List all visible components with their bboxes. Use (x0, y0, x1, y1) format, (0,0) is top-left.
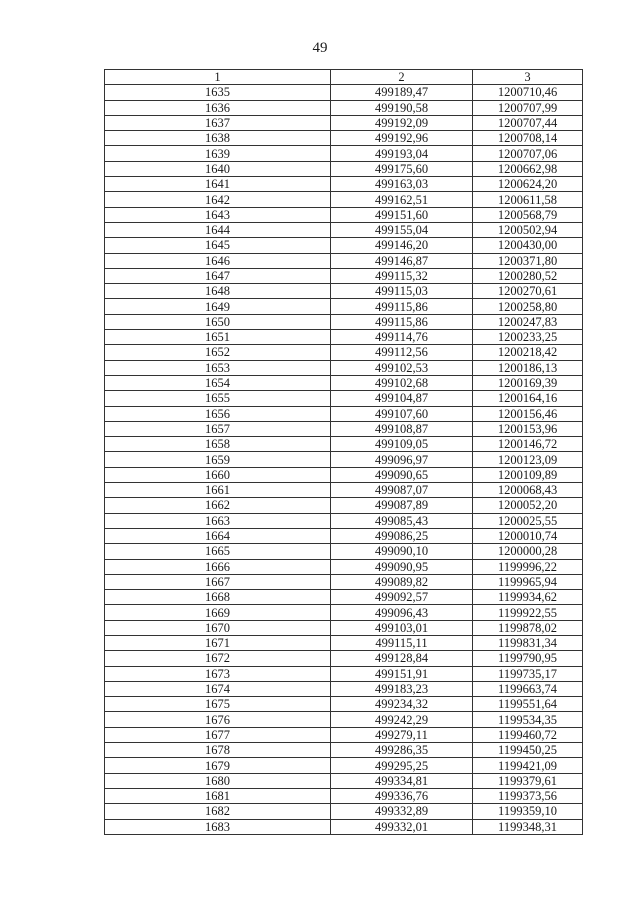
x-coordinate-cell: 499332,89 (331, 804, 473, 819)
coordinates-table (104, 69, 583, 835)
table-row (105, 788, 583, 803)
point-number-cell: 1678 (105, 743, 331, 758)
x-coordinate-cell: 499279,11 (331, 727, 473, 742)
table-row (105, 330, 583, 345)
y-coordinate-cell: 1199348,31 (473, 819, 583, 834)
y-coordinate-cell: 1199551,64 (473, 697, 583, 712)
point-number-cell: 1639 (105, 146, 331, 161)
point-number-cell: 1680 (105, 773, 331, 788)
point-number-cell: 1649 (105, 299, 331, 314)
x-coordinate-cell: 499108,87 (331, 421, 473, 436)
y-coordinate-cell: 1200371,80 (473, 253, 583, 268)
y-coordinate-cell: 1200624,20 (473, 177, 583, 192)
point-number-cell: 1654 (105, 375, 331, 390)
x-coordinate-cell: 499102,68 (331, 375, 473, 390)
table-row (105, 268, 583, 283)
point-number-cell: 1641 (105, 177, 331, 192)
y-coordinate-cell: 1199379,61 (473, 773, 583, 788)
table-row (105, 192, 583, 207)
x-coordinate-cell: 499334,81 (331, 773, 473, 788)
header-col-2: 2 (331, 70, 473, 85)
point-number-cell: 1646 (105, 253, 331, 268)
point-number-cell: 1669 (105, 605, 331, 620)
table-row (105, 758, 583, 773)
x-coordinate-cell: 499104,87 (331, 391, 473, 406)
table-row (105, 345, 583, 360)
point-number-cell: 1672 (105, 651, 331, 666)
point-number-cell: 1665 (105, 544, 331, 559)
y-coordinate-cell: 1200000,28 (473, 544, 583, 559)
y-coordinate-cell: 1199534,35 (473, 712, 583, 727)
y-coordinate-cell: 1200153,96 (473, 421, 583, 436)
y-coordinate-cell: 1199922,55 (473, 605, 583, 620)
x-coordinate-cell: 499089,82 (331, 574, 473, 589)
x-coordinate-cell: 499332,01 (331, 819, 473, 834)
y-coordinate-cell: 1200568,79 (473, 207, 583, 222)
table-row (105, 284, 583, 299)
y-coordinate-cell: 1199831,34 (473, 635, 583, 650)
table-row (105, 681, 583, 696)
y-coordinate-cell: 1200068,43 (473, 483, 583, 498)
y-coordinate-cell: 1199965,94 (473, 574, 583, 589)
table-row (105, 666, 583, 681)
x-coordinate-cell: 499151,60 (331, 207, 473, 222)
table-row (105, 131, 583, 146)
x-coordinate-cell: 499162,51 (331, 192, 473, 207)
table-header-row (105, 70, 583, 85)
table-row (105, 314, 583, 329)
y-coordinate-cell: 1200186,13 (473, 360, 583, 375)
point-number-cell: 1658 (105, 437, 331, 452)
point-number-cell: 1668 (105, 590, 331, 605)
x-coordinate-cell: 499112,56 (331, 345, 473, 360)
table-row (105, 253, 583, 268)
point-number-cell: 1655 (105, 391, 331, 406)
y-coordinate-cell: 1199373,56 (473, 788, 583, 803)
table-row (105, 559, 583, 574)
table-row (105, 528, 583, 543)
x-coordinate-cell: 499192,96 (331, 131, 473, 146)
point-number-cell: 1645 (105, 238, 331, 253)
x-coordinate-cell: 499163,03 (331, 177, 473, 192)
table-row (105, 100, 583, 115)
y-coordinate-cell: 1200109,89 (473, 467, 583, 482)
table-row (105, 574, 583, 589)
y-coordinate-cell: 1200710,46 (473, 85, 583, 100)
x-coordinate-cell: 499092,57 (331, 590, 473, 605)
y-coordinate-cell: 1199996,22 (473, 559, 583, 574)
point-number-cell: 1682 (105, 804, 331, 819)
y-coordinate-cell: 1200123,09 (473, 452, 583, 467)
header-col-1: 1 (105, 70, 331, 85)
x-coordinate-cell: 499242,29 (331, 712, 473, 727)
y-coordinate-cell: 1200164,16 (473, 391, 583, 406)
point-number-cell: 1674 (105, 681, 331, 696)
point-number-cell: 1677 (105, 727, 331, 742)
x-coordinate-cell: 499295,25 (331, 758, 473, 773)
y-coordinate-cell: 1200270,61 (473, 284, 583, 299)
x-coordinate-cell: 499115,86 (331, 299, 473, 314)
point-number-cell: 1673 (105, 666, 331, 681)
point-number-cell: 1659 (105, 452, 331, 467)
point-number-cell: 1656 (105, 406, 331, 421)
x-coordinate-cell: 499115,03 (331, 284, 473, 299)
y-coordinate-cell: 1199790,95 (473, 651, 583, 666)
y-coordinate-cell: 1199934,62 (473, 590, 583, 605)
x-coordinate-cell: 499109,05 (331, 437, 473, 452)
point-number-cell: 1652 (105, 345, 331, 360)
point-number-cell: 1683 (105, 819, 331, 834)
table-row (105, 452, 583, 467)
point-number-cell: 1662 (105, 498, 331, 513)
point-number-cell: 1681 (105, 788, 331, 803)
table-row (105, 299, 583, 314)
point-number-cell: 1635 (105, 85, 331, 100)
y-coordinate-cell: 1200502,94 (473, 222, 583, 237)
point-number-cell: 1640 (105, 161, 331, 176)
table-row (105, 712, 583, 727)
y-coordinate-cell: 1199421,09 (473, 758, 583, 773)
y-coordinate-cell: 1199663,74 (473, 681, 583, 696)
x-coordinate-cell: 499115,32 (331, 268, 473, 283)
y-coordinate-cell: 1200707,06 (473, 146, 583, 161)
point-number-cell: 1664 (105, 528, 331, 543)
point-number-cell: 1643 (105, 207, 331, 222)
point-number-cell: 1663 (105, 513, 331, 528)
point-number-cell: 1644 (105, 222, 331, 237)
point-number-cell: 1670 (105, 620, 331, 635)
table-row (105, 513, 583, 528)
x-coordinate-cell: 499114,76 (331, 330, 473, 345)
y-coordinate-cell: 1200052,20 (473, 498, 583, 513)
x-coordinate-cell: 499086,25 (331, 528, 473, 543)
table-row (105, 467, 583, 482)
table-row (105, 697, 583, 712)
x-coordinate-cell: 499128,84 (331, 651, 473, 666)
y-coordinate-cell: 1200611,58 (473, 192, 583, 207)
y-coordinate-cell: 1200430,00 (473, 238, 583, 253)
x-coordinate-cell: 499155,04 (331, 222, 473, 237)
x-coordinate-cell: 499107,60 (331, 406, 473, 421)
y-coordinate-cell: 1200280,52 (473, 268, 583, 283)
table-row (105, 360, 583, 375)
x-coordinate-cell: 499175,60 (331, 161, 473, 176)
x-coordinate-cell: 499115,86 (331, 314, 473, 329)
y-coordinate-cell: 1200218,42 (473, 345, 583, 360)
x-coordinate-cell: 499085,43 (331, 513, 473, 528)
table-row (105, 222, 583, 237)
y-coordinate-cell: 1200707,99 (473, 100, 583, 115)
y-coordinate-cell: 1200169,39 (473, 375, 583, 390)
point-number-cell: 1661 (105, 483, 331, 498)
table-row (105, 590, 583, 605)
y-coordinate-cell: 1200146,72 (473, 437, 583, 452)
table-row (105, 161, 583, 176)
x-coordinate-cell: 499102,53 (331, 360, 473, 375)
x-coordinate-cell: 499146,87 (331, 253, 473, 268)
point-number-cell: 1650 (105, 314, 331, 329)
table-row (105, 375, 583, 390)
table-row (105, 727, 583, 742)
table-row (105, 651, 583, 666)
point-number-cell: 1675 (105, 697, 331, 712)
table-row (105, 115, 583, 130)
point-number-cell: 1637 (105, 115, 331, 130)
table-row (105, 406, 583, 421)
header-col-3: 3 (473, 70, 583, 85)
point-number-cell: 1638 (105, 131, 331, 146)
point-number-cell: 1657 (105, 421, 331, 436)
table-row (105, 605, 583, 620)
table-row (105, 391, 583, 406)
y-coordinate-cell: 1199878,02 (473, 620, 583, 635)
y-coordinate-cell: 1200233,25 (473, 330, 583, 345)
point-number-cell: 1676 (105, 712, 331, 727)
table-row (105, 544, 583, 559)
point-number-cell: 1666 (105, 559, 331, 574)
point-number-cell: 1660 (105, 467, 331, 482)
y-coordinate-cell: 1199735,17 (473, 666, 583, 681)
table-row (105, 483, 583, 498)
table-row (105, 421, 583, 436)
table-row (105, 146, 583, 161)
x-coordinate-cell: 499090,10 (331, 544, 473, 559)
point-number-cell: 1642 (105, 192, 331, 207)
table-row (105, 85, 583, 100)
x-coordinate-cell: 499193,04 (331, 146, 473, 161)
table-row (105, 498, 583, 513)
point-number-cell: 1679 (105, 758, 331, 773)
point-number-cell: 1648 (105, 284, 331, 299)
page-number: 49 (312, 40, 328, 56)
y-coordinate-cell: 1200156,46 (473, 406, 583, 421)
x-coordinate-cell: 499192,09 (331, 115, 473, 130)
y-coordinate-cell: 1199460,72 (473, 727, 583, 742)
x-coordinate-cell: 499087,07 (331, 483, 473, 498)
x-coordinate-cell: 499189,47 (331, 85, 473, 100)
point-number-cell: 1671 (105, 635, 331, 650)
point-number-cell: 1647 (105, 268, 331, 283)
x-coordinate-cell: 499096,43 (331, 605, 473, 620)
point-number-cell: 1651 (105, 330, 331, 345)
y-coordinate-cell: 1200025,55 (473, 513, 583, 528)
y-coordinate-cell: 1200708,14 (473, 131, 583, 146)
table-row (105, 177, 583, 192)
table-row (105, 207, 583, 222)
table-row (105, 437, 583, 452)
y-coordinate-cell: 1200247,83 (473, 314, 583, 329)
x-coordinate-cell: 499096,97 (331, 452, 473, 467)
table-row (105, 620, 583, 635)
table-row (105, 743, 583, 758)
table-row (105, 819, 583, 834)
table-row (105, 238, 583, 253)
x-coordinate-cell: 499183,23 (331, 681, 473, 696)
table-row (105, 804, 583, 819)
x-coordinate-cell: 499146,20 (331, 238, 473, 253)
x-coordinate-cell: 499286,35 (331, 743, 473, 758)
point-number-cell: 1653 (105, 360, 331, 375)
y-coordinate-cell: 1200707,44 (473, 115, 583, 130)
y-coordinate-cell: 1200010,74 (473, 528, 583, 543)
y-coordinate-cell: 1199450,25 (473, 743, 583, 758)
x-coordinate-cell: 499087,89 (331, 498, 473, 513)
x-coordinate-cell: 499115,11 (331, 635, 473, 650)
y-coordinate-cell: 1200258,80 (473, 299, 583, 314)
x-coordinate-cell: 499103,01 (331, 620, 473, 635)
x-coordinate-cell: 499336,76 (331, 788, 473, 803)
table-row (105, 773, 583, 788)
x-coordinate-cell: 499234,32 (331, 697, 473, 712)
table-row (105, 635, 583, 650)
point-number-cell: 1636 (105, 100, 331, 115)
table-body (105, 85, 583, 835)
x-coordinate-cell: 499151,91 (331, 666, 473, 681)
x-coordinate-cell: 499190,58 (331, 100, 473, 115)
x-coordinate-cell: 499090,95 (331, 559, 473, 574)
point-number-cell: 1667 (105, 574, 331, 589)
y-coordinate-cell: 1199359,10 (473, 804, 583, 819)
y-coordinate-cell: 1200662,98 (473, 161, 583, 176)
x-coordinate-cell: 499090,65 (331, 467, 473, 482)
